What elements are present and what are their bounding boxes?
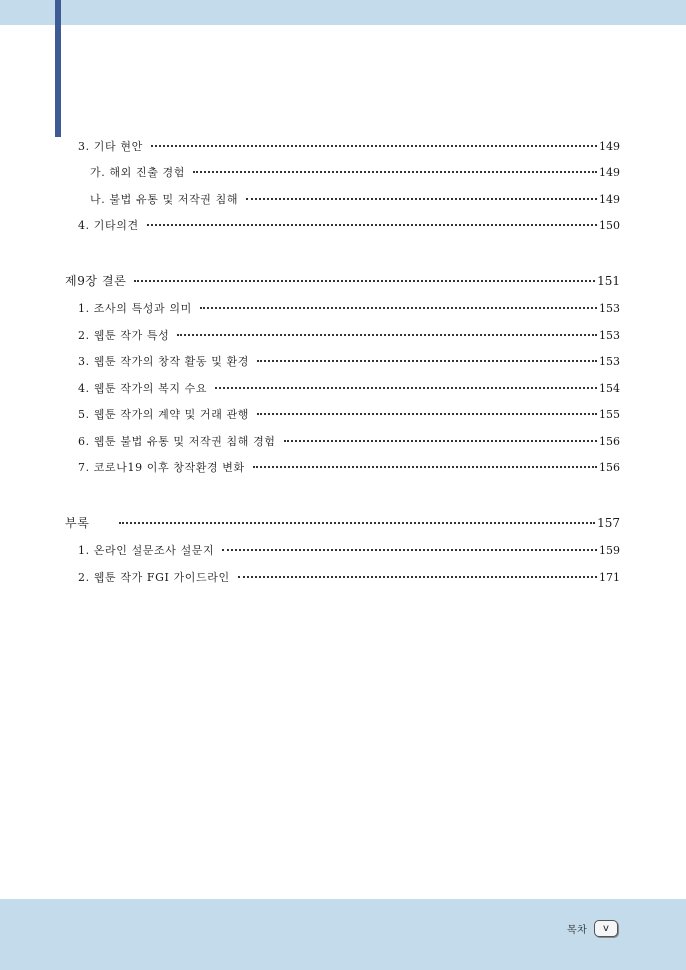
dot-leader [151,145,597,147]
dot-leader [193,171,597,173]
toc-entry[interactable] [78,382,620,396]
toc-entry[interactable] [90,166,620,180]
dot-leader [177,334,597,336]
toc-entry-label: 3. 기타 현안 [78,140,143,153]
toc-entry[interactable] [78,302,620,316]
toc-entry-label: 가. 해외 진출 경험 [90,166,185,179]
toc-entry-label: 1. 온라인 설문조사 설문지 [78,544,215,557]
toc-entry-page: 151 [597,274,620,288]
toc-entry-label: 7. 코로나19 이후 창작환경 변화 [78,461,245,474]
toc-entry[interactable] [78,408,620,422]
toc-entry-page: 156 [599,461,620,474]
toc-entry-page: 149 [599,140,620,153]
toc-entry[interactable] [78,140,620,154]
toc-entry-page: 156 [599,435,620,448]
toc-entry-page: 155 [599,408,620,421]
dot-leader [200,307,597,309]
toc-entry-page: 153 [599,302,620,315]
dot-leader [147,224,597,226]
footer-section-label: 목차 [567,925,588,936]
toc-entry-label: 부록 [65,516,90,530]
toc-entry[interactable] [78,461,620,475]
toc-entry-label: 1. 조사의 특성과 의미 [78,302,192,315]
toc-entry-page: 153 [599,355,620,368]
toc-entry-label: 나. 불법 유통 및 저작권 침해 [90,193,239,206]
toc-entry-page: 150 [599,219,620,232]
toc-entry-label: 제9장 결론 [65,274,127,288]
toc-entry-label: 2. 웹툰 작가 FGI 가이드라인 [78,571,230,584]
toc-entry-label: 6. 웹툰 불법 유통 및 저작권 침해 경험 [78,435,276,448]
dot-leader [119,522,595,524]
dot-leader [284,440,597,442]
dot-leader [222,549,597,551]
dot-leader [246,198,597,200]
toc-entry-page: 153 [599,329,620,342]
toc-entry-page: 149 [599,193,620,206]
toc-entry-label: 5. 웹툰 작가의 계약 및 거래 관행 [78,408,249,421]
toc-chapter-entry[interactable] [65,516,620,530]
dot-leader [257,413,597,415]
dot-leader [257,360,597,362]
toc-entry-label: 3. 웹툰 작가의 창작 활동 및 환경 [78,355,249,368]
toc-entry[interactable] [90,193,620,207]
toc-entry[interactable] [78,329,620,343]
toc-entry-page: 154 [599,382,620,395]
toc-entry-page: 157 [597,516,620,530]
toc-entry[interactable] [78,435,620,449]
header-accent-bar [55,0,61,137]
dot-leader [238,576,597,578]
dot-leader [215,387,597,389]
dot-leader [134,280,595,282]
toc-entry-label: 2. 웹툰 작가 특성 [78,329,170,342]
toc-entry-label: 4. 기타의견 [78,219,139,232]
toc-entry[interactable] [78,544,620,558]
toc-entry[interactable] [78,571,620,585]
header-band [0,0,686,25]
toc-entry-page: 159 [599,544,620,557]
toc-chapter-entry[interactable] [65,274,620,288]
toc-entry-page: 149 [599,166,620,179]
dot-leader [253,466,597,468]
page-number-badge: v [594,920,618,937]
toc-entry[interactable] [78,219,620,233]
toc-entry[interactable] [78,355,620,369]
toc-entry-page: 171 [599,571,620,584]
toc-entry-label: 4. 웹툰 작가의 복지 수요 [78,382,208,395]
